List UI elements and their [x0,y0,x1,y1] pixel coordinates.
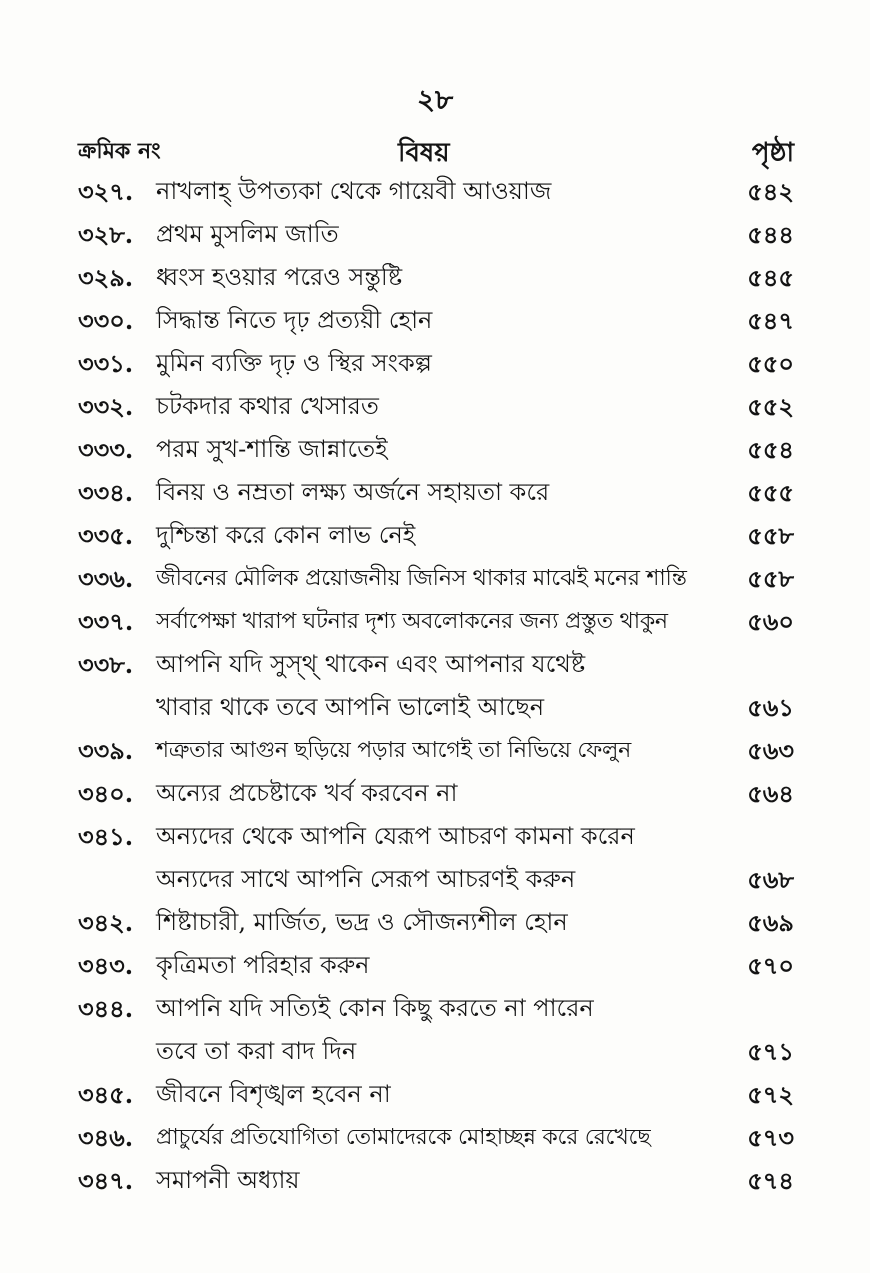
entry-title [156,643,585,729]
entry-title [156,385,379,428]
entry-number: ৩৪০. [78,779,134,808]
entry-page: ৫৭১ [747,1037,794,1066]
entry-title [156,299,432,342]
toc-header [78,128,794,168]
entry-page: ৫৫৮ [747,564,794,593]
toc-entry [78,987,794,1073]
entry-number: ৩৩৩. [78,435,134,464]
entry-number: ৩৩৬. [78,564,134,593]
entry-number: ৩৪২. [78,908,134,937]
toc-entry [78,729,794,772]
entry-title [156,428,388,471]
entry-page: ৫৫৪ [747,435,794,464]
entry-title [156,729,631,772]
entry-number: ৩৩০. [78,306,134,335]
toc-entry [78,1073,794,1116]
entry-title-line: সর্বাপেক্ষা খারাপ ঘটনার দৃশ্য অবলোকনের জন্য প্রস্তুত থাকুন [156,609,668,634]
entry-page: ৫৫২ [747,392,794,421]
entry-number: ৩৩১. [78,349,134,378]
entry-page: ৫৬০ [747,607,794,636]
entry-number: ৩৪৬. [78,1123,134,1152]
entry-title-line: শিষ্টাচারী, মার্জিত, ভদ্র ও সৌজন্যশীল হোন [156,908,568,936]
entry-title-line: মুমিন ব্যক্তি দৃঢ় ও স্থির সংকল্প [156,349,432,377]
entry-title [156,987,594,1073]
toc-entry [78,471,794,514]
toc-entry [78,772,794,815]
entry-title-line: পরম সুখ-শান্তি জান্নাতেই [156,435,388,463]
entry-page: ৫৭২ [747,1080,794,1109]
entry-number: ৩৩২. [78,392,134,421]
entry-page: ৫৬১ [747,693,794,722]
entry-page: ৫৬৮ [747,865,794,894]
entry-title-line: সিদ্ধান্ত নিতে দৃঢ় প্রত্যয়ী হোন [156,306,433,334]
toc-entry [78,600,794,643]
page-number: ২৮ [416,83,454,116]
entry-number: ৩২৯. [78,263,134,292]
toc-entry [78,944,794,987]
entry-title-line: অন্যদের থেকে আপনি যেরূপ আচরণ কামনা করেন [156,822,635,850]
entry-title-line: খাবার থাকে তবে আপনি ভালোই আছেন [156,693,545,721]
entry-title [156,213,339,256]
toc-entry [78,428,794,471]
entry-title [156,815,635,901]
entry-title [156,256,402,299]
entry-title-line: কৃত্রিমতা পরিহার করুন [156,951,370,979]
entry-title [156,600,668,643]
toc-entry [78,643,794,729]
toc-entry [78,901,794,944]
toc-entry [78,557,794,600]
entry-page: ৫৪৫ [747,263,794,292]
toc-entry [78,299,794,342]
entry-title-line: জীবনে বিশৃঙ্খল হবেন না [156,1080,391,1108]
header-serial: ক্রমিক নং [78,138,161,164]
entry-title-line: আপনি যদি সুস্থ্ থাকেন এবং আপনার যথেষ্ট [156,650,586,678]
toc-entry [78,213,794,256]
entry-page: ৫৭৩ [747,1123,794,1152]
entry-number: ৩৩৪. [78,478,134,507]
entry-title-line: দুশ্চিন্তা করে কোন লাভ নেই [156,521,416,549]
entry-title [156,1073,391,1116]
entry-page: ৫৪৪ [747,220,794,249]
entry-title-line: ধ্বংস হওয়ার পরেও সন্তুষ্টি [156,263,403,291]
entry-title [156,1116,650,1159]
entry-title-line: প্রথম মুসলিম জাতি [156,220,339,248]
entry-title-line: শত্রুতার আগুন ছড়িয়ে পড়ার আগেই তা নিভিয়ে ফেলুন [156,738,631,763]
entry-number: ৩৩৯. [78,736,134,765]
entry-title-line: আপনি যদি সত্যিই কোন কিছু করতে না পারেন [156,994,594,1022]
entry-number: ৩৩৭. [78,607,134,636]
entry-page: ৫৬৪ [747,779,794,808]
entry-title-line: বিনয় ও নম্রতা লক্ষ্য অর্জনে সহায়তা করে [156,478,550,506]
entry-title [156,471,549,514]
entry-title-line: অন্যদের সাথে আপনি সেরূপ আচরণই করুন [156,865,576,893]
toc-entry [78,1116,794,1159]
entry-page: ৫৫০ [747,349,794,378]
entry-number: ৩২৭. [78,177,134,206]
entry-number: ৩২৮. [78,220,134,249]
entry-title-line: অন্যের প্রচেষ্টাকে খর্ব করবেন না [156,779,458,807]
entry-page: ৫৭০ [747,951,794,980]
entry-page: ৫৫৮ [747,521,794,550]
toc-entry [78,385,794,428]
entry-number: ৩৪১. [78,822,134,851]
entry-title-line: চটকদার কথার খেসারত [156,392,379,420]
entry-page: ৫৬৯ [747,908,794,937]
entry-title [156,557,687,600]
toc-entry [78,170,794,213]
entry-title [156,944,370,987]
toc-entry [78,342,794,385]
entry-title [156,901,568,944]
entry-title-line: জীবনের মৌলিক প্রয়োজনীয় জিনিস থাকার মাঝেই মনের শান্তি [156,566,687,591]
toc-entry [78,1159,794,1202]
entry-title-line: নাখলাহ্ উপত্যকা থেকে গায়েবী আওয়াজ [156,177,552,205]
entry-number: ৩৩৫. [78,521,134,550]
entry-number: ৩৪৩. [78,951,134,980]
entry-number: ৩৪৪. [78,994,134,1023]
entry-title-line: তবে তা করা বাদ দিন [156,1037,357,1065]
entry-page: ৫৬৩ [747,736,794,765]
entry-title [156,170,551,213]
entry-page: ৫৪২ [747,177,794,206]
entry-number: ৩৪৫. [78,1080,134,1109]
entry-page: ৫৫৫ [747,478,794,507]
entry-number: ৩৩৮. [78,650,134,679]
toc-entry [78,256,794,299]
entry-page: ৫৭৪ [747,1166,794,1195]
entry-title [156,342,432,385]
toc-entry [78,514,794,557]
entry-title [156,514,415,557]
entry-title-line: প্রাচুর্যের প্রতিযোগিতা তোমাদেরকে মোহাচ্ছন্ন করে রেখেছে [156,1125,651,1150]
entry-title-line: সমাপনী অধ্যায় [156,1166,300,1194]
entry-title [156,1159,300,1202]
header-subject: বিষয় [398,138,450,168]
entry-page: ৫৪৭ [747,306,794,335]
table-of-contents [78,170,794,1202]
entry-number: ৩৪৭. [78,1166,134,1195]
entry-title [156,772,457,815]
toc-entry [78,815,794,901]
header-page: পৃষ্ঠা [751,138,794,168]
